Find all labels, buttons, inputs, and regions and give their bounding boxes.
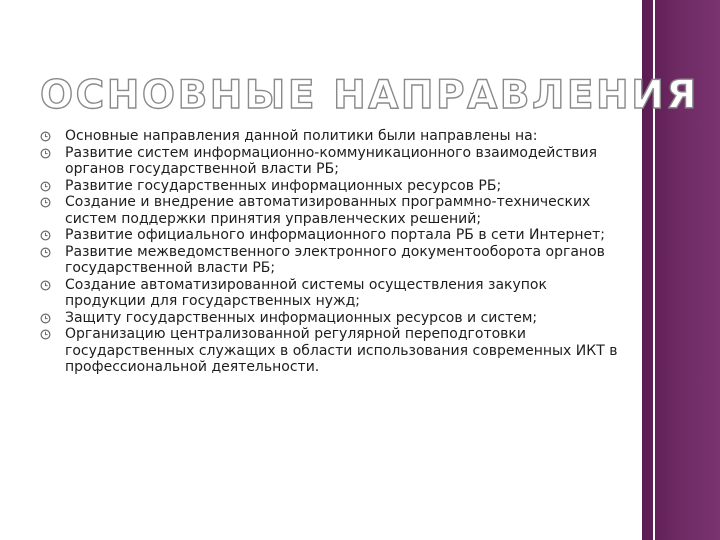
- list-item-text: Создание автоматизированной системы осуществления закупок продукции для государственных нужд;: [65, 276, 547, 309]
- list-item-text: Защиту государственных информационных ресурсов и систем;: [65, 309, 538, 326]
- slide-title: ОСНОВНЫЕ НАПРАВЛЕНИЯ: [40, 73, 699, 118]
- list-item-text: Создание и внедрение автоматизированных программно-технических систем поддержки принятия управленческих решений;: [65, 194, 591, 227]
- list-item-text: Развитие систем информационно-коммуникационного взаимодействия органов государственной власти РБ;: [65, 144, 598, 177]
- bullet-list: [40, 128, 630, 376]
- list-item: [40, 178, 630, 195]
- clock-bullet-icon: [40, 148, 51, 159]
- list-item: [40, 145, 630, 178]
- list-item-text: Основные направления данной политики были направлены на:: [65, 128, 538, 144]
- list-item: [40, 277, 630, 310]
- list-item: [40, 310, 630, 327]
- list-item: [40, 128, 630, 145]
- list-item-text: Развитие государственных информационных ресурсов РБ;: [65, 177, 502, 194]
- list-item-text: Развитие официального информационного портала РБ в сети Интернет;: [65, 227, 605, 243]
- clock-bullet-icon: [40, 313, 51, 324]
- clock-bullet-icon: [40, 181, 51, 192]
- list-item: [40, 194, 630, 227]
- list-item: [40, 326, 630, 376]
- clock-bullet-icon: [40, 247, 51, 258]
- clock-bullet-icon: [40, 197, 51, 208]
- clock-bullet-icon: [40, 329, 51, 340]
- list-item: [40, 227, 630, 244]
- list-item-text: Организацию централизованной регулярной переподготовки государственных служащих в области использования современных ИКТ в профессиональной деятельности.: [65, 326, 618, 375]
- list-item-text: Развитие межведомственного электронного документооборота органов государственной власти РБ;: [65, 243, 605, 276]
- list-item: [40, 244, 630, 277]
- clock-bullet-icon: [40, 131, 51, 142]
- clock-bullet-icon: [40, 280, 51, 291]
- clock-bullet-icon: [40, 230, 51, 241]
